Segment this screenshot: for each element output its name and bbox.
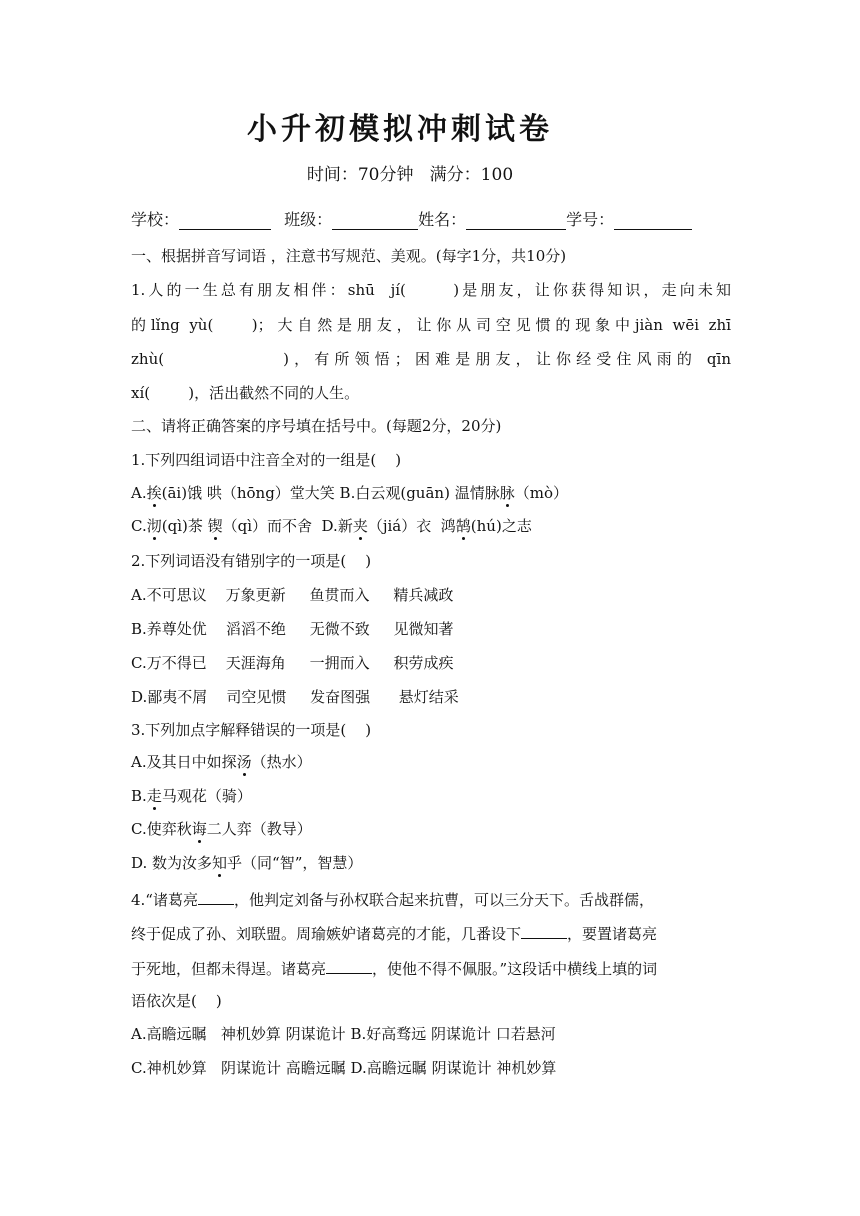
exam-title: 小升初模拟冲刺试卷 [247, 112, 553, 147]
q3-d-post: 乎（同“智”，智慧） [227, 854, 363, 872]
q1-c-text-2: （qì）而不舍 D.新 [222, 517, 353, 535]
q1-d-dotted-char-2: 鹄 [455, 517, 471, 535]
q2-stem: 2.下列词语没有错别字的一项是( ) [131, 552, 372, 570]
number-label: 学号： [566, 210, 615, 229]
q1-b-text: （mò） [514, 484, 568, 502]
q4-l3-pre: 于死地，但都未得逞。诸葛亮 [131, 960, 327, 978]
q1-a-prefix: A. [131, 484, 147, 502]
q4-options-ab: A.高瞻远瞩 神机妙算 阴谋诡计 B.好高骛远 阴谋诡计 口若悬河 [131, 1025, 556, 1043]
q4-blank-3[interactable] [326, 958, 372, 974]
q3-b-dotted-char: 走 [146, 787, 162, 805]
name-label: 姓名： [418, 210, 467, 229]
q3-option-c [131, 819, 731, 839]
q1-d-text-1: （jiá）衣 鸿 [367, 517, 456, 535]
q4-blank-2[interactable] [521, 923, 567, 939]
q3-c-post: 二人弈（教导） [206, 820, 312, 838]
q2-option-c: C.万不得已 天涯海角 一拥而入 积劳成疾 [131, 654, 454, 672]
q1-c-dotted-char-2: 锲 [207, 517, 223, 535]
section1-heading: 一、根据拼音写词语 ，注意书写规范、美观。(每字1分，共10分) [131, 247, 567, 265]
q2-option-a: A.不可思议 万象更新 鱼贯而入 精兵减政 [131, 586, 454, 604]
q1-options-cd [131, 516, 731, 536]
q2-option-b: B.养尊处优 滔滔不绝 无微不致 见微知著 [131, 620, 454, 638]
q1-c-text-1: (qì)茶 [161, 517, 208, 535]
q3-c-dotted-char: 诲 [191, 820, 207, 838]
name-blank[interactable] [466, 212, 566, 230]
q4-l3-post: ，使他不得不佩服。”这段话中横线上填的词 [372, 960, 658, 978]
q3-stem: 3.下列加点字解释错误的一项是( ) [131, 721, 372, 739]
q1-a-text: (āi)饿 哄（hōng）堂大笑 B.白云观(guān) 温情脉 [161, 484, 500, 502]
q3-d-pre: D. 数为汝多 [131, 854, 213, 872]
q4-line-4: 语依次是( ) [131, 992, 222, 1010]
section1-line-1: 1.人的一生总有朋友相伴：shū jí( )是朋友，让你获得知识，走向未知 [131, 281, 731, 299]
q1-c-prefix: C. [131, 517, 147, 535]
q3-option-d [131, 853, 731, 873]
exam-subtitle: 时间：70分钟 满分：100 [306, 165, 514, 185]
q4-line-2 [131, 923, 731, 944]
q4-l2-post: ，要置诸葛亮 [567, 925, 658, 943]
student-info-row [131, 207, 731, 230]
section2-heading: 二、请将正确答案的序号填在括号中。(每题2分，20分) [131, 417, 502, 435]
q3-a-pre: A.及其日中如探 [131, 753, 237, 771]
school-label: 学校： [131, 210, 180, 229]
q4-line-3 [131, 958, 731, 979]
q4-options-cd: C.神机妙算 阴谋诡计 高瞻远瞩 D.高瞻远瞩 阴谋诡计 神机妙算 [131, 1059, 557, 1077]
q4-l2-pre: 终于促成了孙、刘联盟。周瑜嫉妒诸葛亮的才能，几番设下 [131, 925, 522, 943]
q4-l1-post: ，他判定刘备与孙权联合起来抗曹，可以三分天下。舌战群儒， [233, 891, 654, 909]
q1-d-dotted-char-1: 夹 [352, 517, 368, 535]
class-blank[interactable] [332, 212, 418, 230]
q3-a-post: （热水） [251, 753, 312, 771]
q4-line-1 [131, 889, 731, 910]
q3-a-dotted-char: 汤 [236, 753, 252, 771]
section1-line-2: 的lǐng yù( )；大自然是朋友，让你从司空见惯的现象中jiàn wēi zhī [131, 316, 731, 334]
q3-option-a [131, 752, 731, 772]
q1-d-text-2: (hú)之志 [470, 517, 532, 535]
q1-c-dotted-char-1: 沏 [146, 517, 162, 535]
q3-b-pre: B. [131, 787, 147, 805]
q3-b-post: 马观花（骑） [161, 787, 252, 805]
q4-l1-pre: 4.“诸葛亮 [131, 891, 198, 909]
section1-line-3: zhù( )，有所领悟；困难是朋友，让你经受住风雨的 qīn [131, 350, 731, 368]
q3-option-b [131, 786, 731, 806]
q3-d-dotted-char: 知 [212, 854, 228, 872]
class-label: 班级： [284, 210, 333, 229]
q1-options-ab [131, 483, 731, 503]
number-blank[interactable] [614, 212, 692, 230]
q1-b-dotted-char: 脉 [499, 484, 515, 502]
q4-blank-1[interactable] [198, 889, 234, 905]
q3-c-pre: C.使弈秋 [131, 820, 192, 838]
school-blank[interactable] [179, 212, 271, 230]
q2-option-d: D.鄙夷不屑 司空见惯 发奋图强 悬灯结采 [131, 688, 459, 706]
section1-line-4: xí( )，活出截然不同的人生。 [131, 384, 360, 402]
q1-a-dotted-char: 挨 [146, 484, 162, 502]
q1-stem: 1.下列四组词语中注音全对的一组是( ) [131, 451, 402, 469]
